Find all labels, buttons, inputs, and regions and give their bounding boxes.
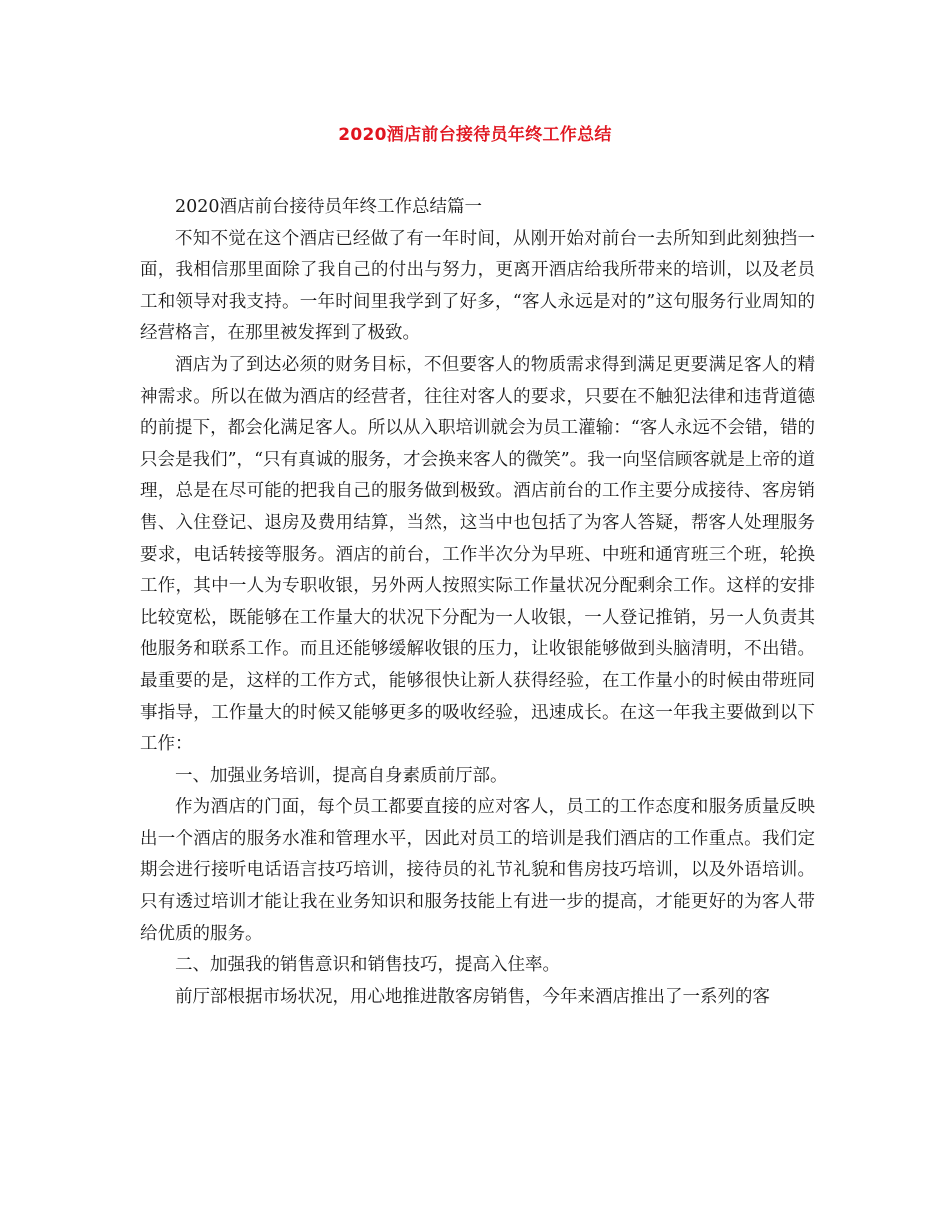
document-body <box>140 192 815 1013</box>
document-title: 2020酒店前台接待员年终工作总结 <box>338 125 612 145</box>
body-paragraph: 前厅部根据市场状况，用心地推进散客房销售，今年来酒店推出了一系列的客 <box>175 986 770 1007</box>
body-paragraph: 不知不觉在这个酒店已经做了有一年时间，从刚开始对前台一去所知到此刻独挡一面，我相信那里面除了我自己的付出与努力，更离开酒店给我所带来的培训，以及老员工和领导对我支持。一年时间里我学到了好多，“客人永远是对的”这句服务行业周知的经营格言，在那里被发挥到了极致。 <box>140 228 815 344</box>
list-heading: 二、加强我的销售意识和销售技巧，提高入住率。 <box>175 955 560 976</box>
section-heading: 2020酒店前台接待员年终工作总结篇一 <box>175 197 483 217</box>
list-heading: 一、加强业务培训，提高自身素质前厅部。 <box>175 765 508 786</box>
body-paragraph: 作为酒店的门面，每个员工都要直接的应对客人，员工的工作态度和服务质量反映出一个酒店的服务水准和管理水平，因此对员工的培训是我们酒店的工作重点。我们定期会进行接听电话语言技巧培训，接待员的礼节礼貌和售房技巧培训，以及外语培训。只有透过培训才能让我在业务知识和服务技能上有进一步的提高，才能更好的为客人带给优质的服务。 <box>140 797 815 944</box>
body-paragraph: 酒店为了到达必须的财务目标，不但要客人的物质需求得到满足更要满足客人的精神需求。所以在做为酒店的经营者，往往对客人的要求，只要在不触犯法律和违背道德的前提下，都会化满足客人。所以从入职培训就会为员工灌输：“客人永远不会错，错的只会是我们”，“只有真诚的服务，才会换来客人的微笑”。我一向坚信顾客就是上帝的道理，总是在尽可能的把我自己的服务做到极致。酒店前台的工作主要分成接待、客房销售、入住登记、退房及费用结算，当然，这当中也包括了为客人答疑，帮客人处理服务要求，电话转接等服务。酒店的前台，工作半次分为早班、中班和通宵班三个班，轮换工作，其中一人为专职收银，另外两人按照实际工作量状况分配剩余工作。这样的安排比较宽松，既能够在工作量大的状况下分配为一人收银，一人登记推销，另一人负责其他服务和联系工作。而且还能够缓解收银的压力，让收银能够做到头脑清明，不出错。最重要的是，这样的工作方式，能够很快让新人获得经验，在工作量小的时候由带班同事指导，工作量大的时候又能够更多的吸收经验，迅速成长。在这一年我主要做到以下工作： <box>140 354 815 755</box>
